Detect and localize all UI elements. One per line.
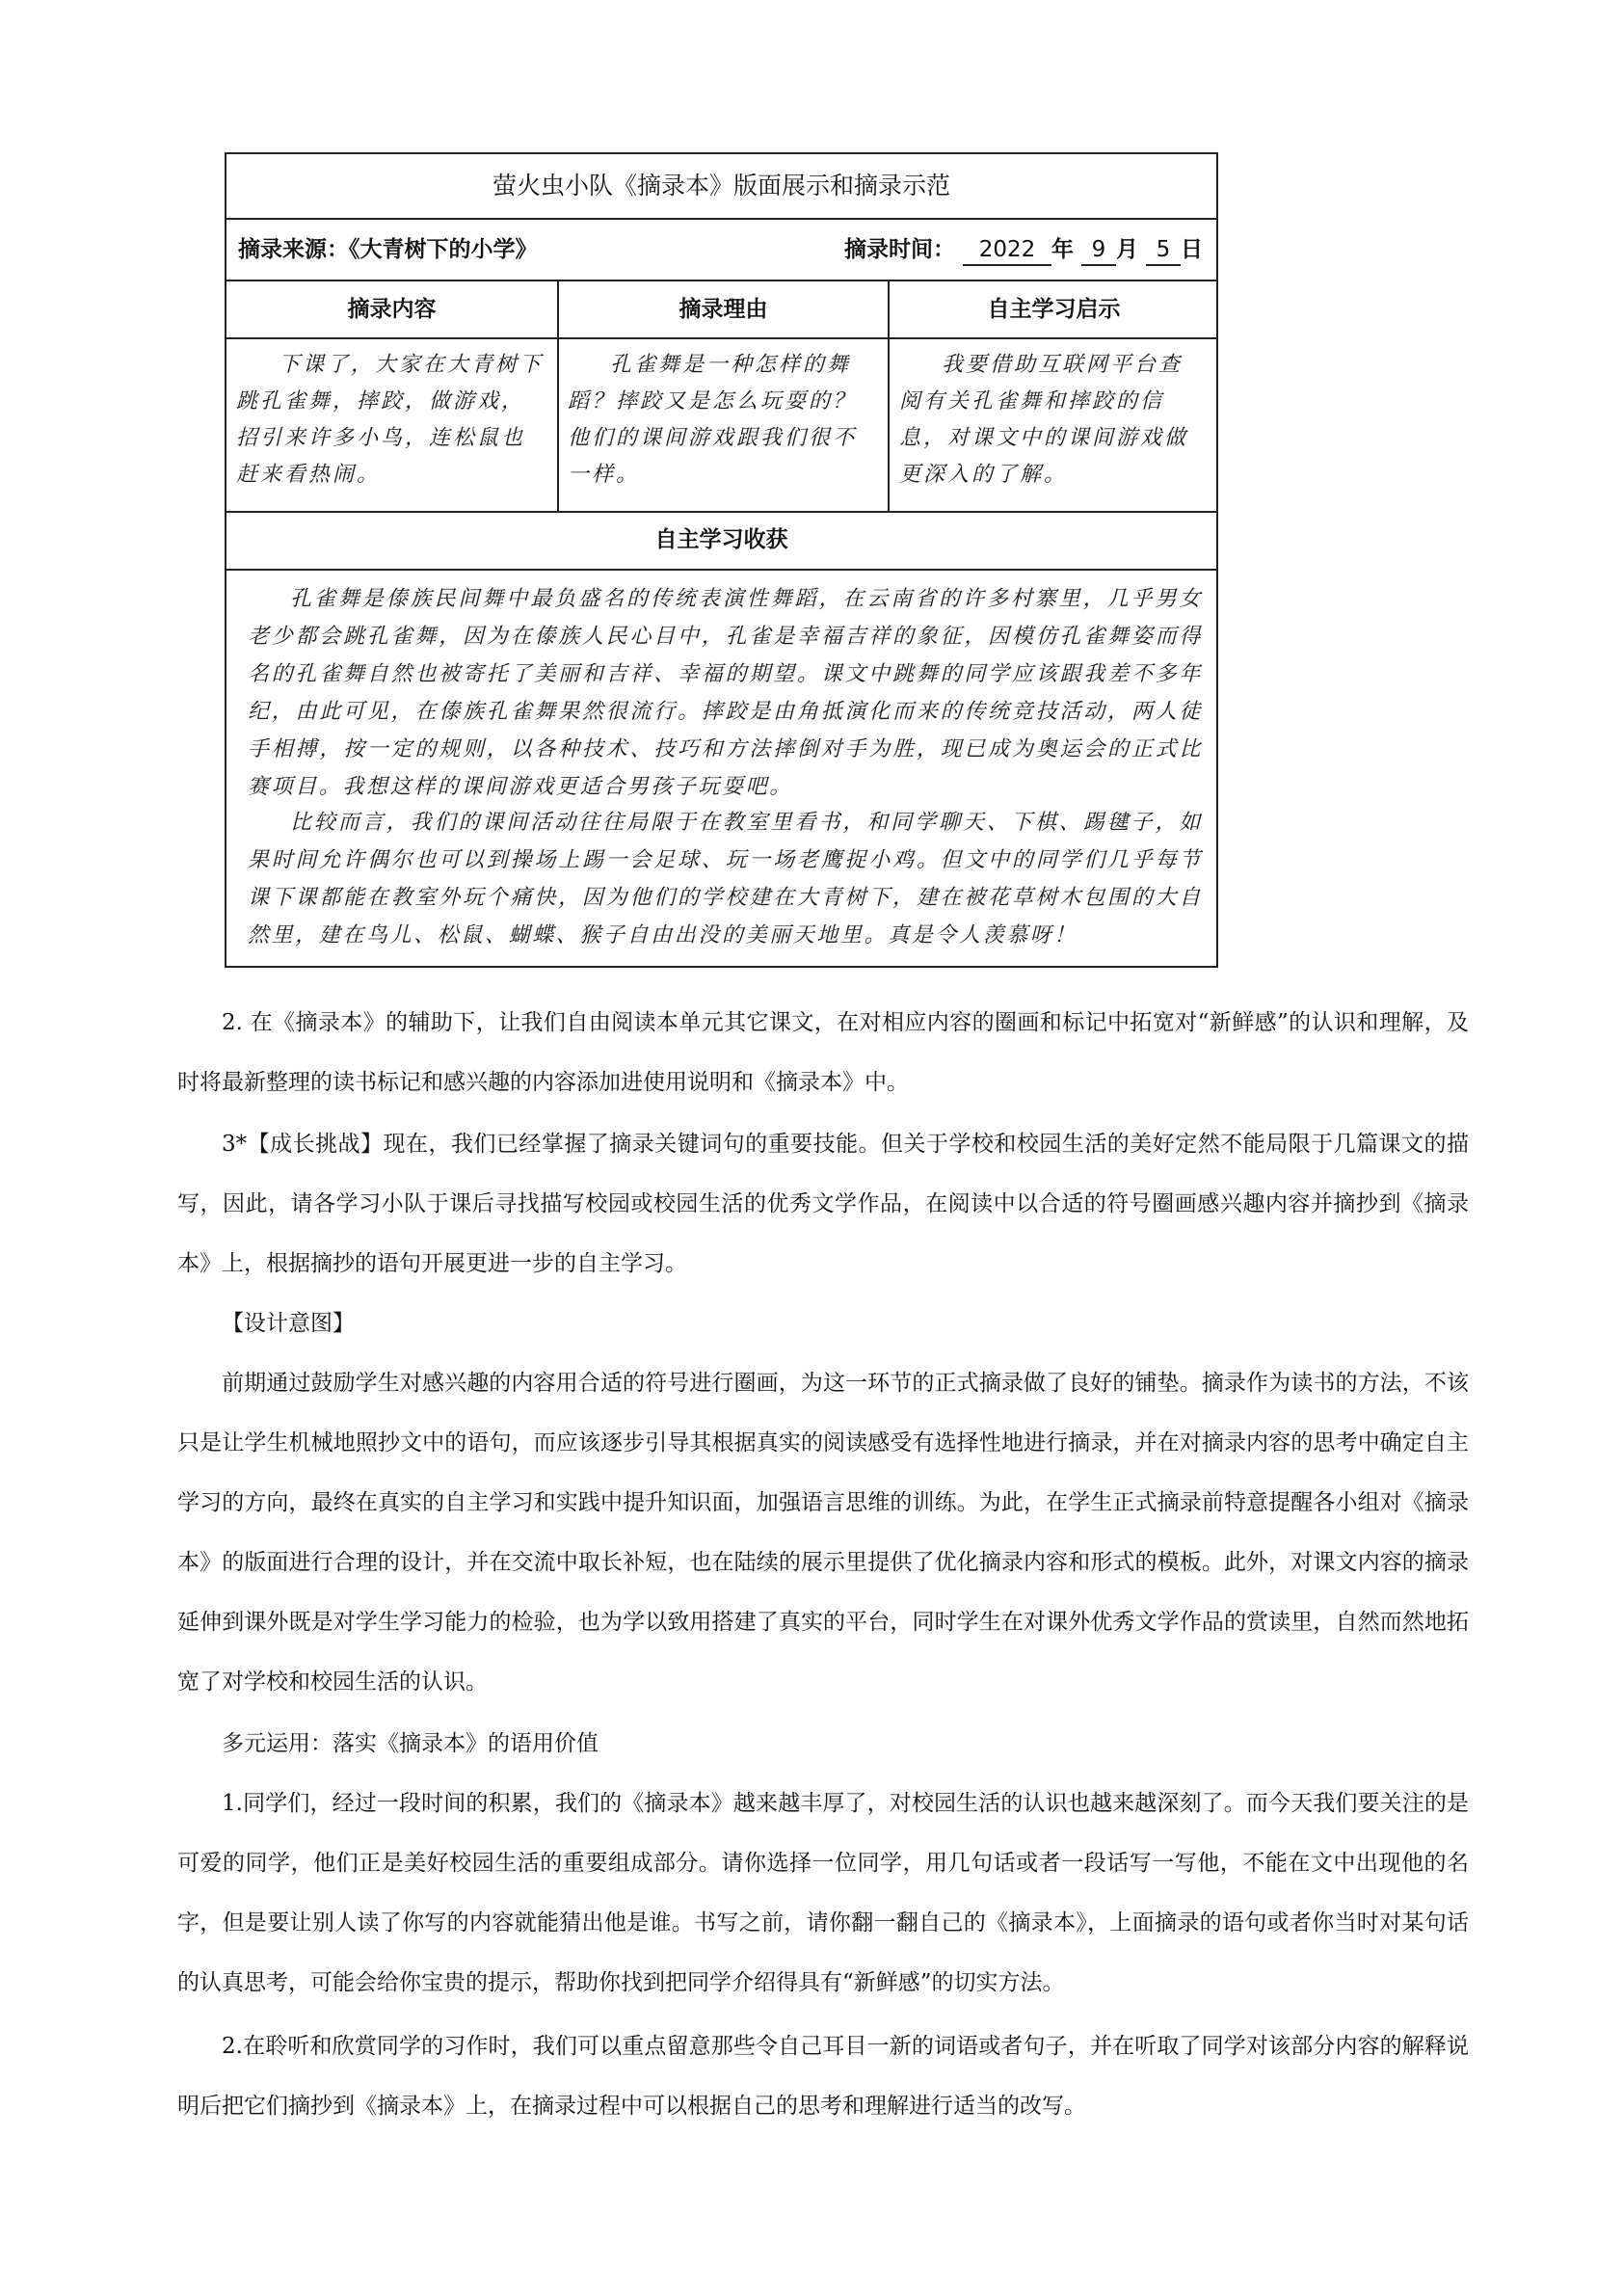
column-header: 自主学习启示 <box>987 297 1121 322</box>
body-paragraph: 1.同学们，经过一段时间的积累，我们的《摘录本》越来越丰厚了，对校园生活的认识也越来越深刻了。而今天我们要关注的是可爱的同学，他们正是美好校园生活的重要组成部分。请你选择一位同学，用几句话或者一段话写一写他，不能在文中出现他的名字，但是要让别人读了你写的内容就能猜出他是谁。书写之前，请你翻一翻自己的《摘录本》，上面摘录的语句或者你当时对某句话的认真思考，可能会给你宝贵的提示，帮助你找到把同学介绍得具有“新鲜感”的切实方法。 <box>177 1791 1469 1995</box>
year-unit: 年 <box>1051 237 1074 262</box>
day-unit: 日 <box>1181 237 1203 262</box>
body-paragraph: 2.在聆听和欣赏同学的习作时，我们可以重点留意那些令自己耳目一新的词语或者句子，并在听取了同学对该部分内容的解释说明后把它们摘抄到《摘录本》上，在摘录过程中可以根据自己的思考和理解进行适当的改写。 <box>177 2034 1469 2119</box>
time-label: 摘录时间： <box>843 237 955 262</box>
body-paragraph: 3*【成长挑战】现在，我们已经掌握了摘录关键词句的重要技能。但关于学校和校园生活的美好定然不能局限于几篇课文的描写，因此，请各学习小队于课后寻找描写校园或校园生活的优秀文学作品，在阅读中以合适的符号圈画感兴趣内容并摘抄到《摘录本》上，根据摘抄的语句开展更进一步的自主学习。 <box>177 1132 1469 1276</box>
body-paragraph: 前期通过鼓励学生对感兴趣的内容用合适的符号进行圈画，为这一环节的正式摘录做了良好的铺垫。摘录作为读书的方法，不该只是让学生机械地照抄文中的语句，而应该逐步引导其根据真实的阅读感受有选择性地进行摘录，并在对摘录内容的思考中确定自主学习的方向，最终在真实的自主学习和实践中提升知识面，加强语言思维的训练。为此，在学生正式摘录前特意提醒各小组对《摘录本》的版面进行合理的设计，并在交流中取长补短，也在陆续的展示里提供了优化摘录内容和形式的模板。此外，对课文内容的摘录延伸到课外既是对学生学习能力的检验，也为学以致用搭建了真实的平台，同时学生在对课外优秀文学作品的赏读里，自然而然地拓宽了对学校和校园生活的认识。 <box>177 1371 1469 1695</box>
gain-paragraph: 比较而言，我们的课间活动往往局限于在教室里看书，和同学聊天、下棋、踢毽子，如果时间允许偶尔也可以到操场上踢一会足球、玩一场老鹰捉小鸡。但文中的同学们几乎每节课下课都能在教室外玩个痛快，因为他们的学校建在大青树下，建在被花草树木包围的大自然里，建在鸟儿、松鼠、蝴蝶、猴子自由出没的美丽天地里。真是令人羡慕呀！ <box>248 811 1203 948</box>
learning-insight-cell: 我要借助互联网平台查阅有关孔雀舞和摔跤的信息，对课文中的课间游戏做更深入的了解。 <box>899 353 1189 487</box>
year-value: 2022 <box>963 235 1051 266</box>
source-field <box>238 220 538 280</box>
column-header: 摘录内容 <box>347 297 437 322</box>
source-value: 《大青树下的小学》 <box>349 237 538 262</box>
gain-header: 自主学习收获 <box>654 527 788 552</box>
column-divider <box>888 280 890 511</box>
excerpt-reason-cell: 孔雀舞是一种怎样的舞蹈？摔跤又是怎么玩耍的？他们的课间游戏跟我们很不一样。 <box>568 353 858 487</box>
time-field <box>844 220 1203 280</box>
divider <box>226 569 1216 571</box>
month-value: 9 <box>1081 235 1116 266</box>
source-label: 摘录来源： <box>238 237 349 262</box>
section-heading: 多元运用：落实《摘录本》的语用价值 <box>222 1731 599 1756</box>
body-paragraph: 2. 在《摘录本》的辅助下，让我们自由阅读本单元其它课文，在对相应内容的圈画和标记中拓宽对“新鲜感”的认识和理解，及时将最新整理的读书标记和感兴趣的内容添加进使用说明和《摘录本》中。 <box>177 1010 1469 1095</box>
table-title: 萤火虫小队《摘录本》版面展示和摘录示范 <box>492 172 950 200</box>
month-unit: 月 <box>1115 237 1138 262</box>
excerpt-table <box>225 152 1218 968</box>
section-heading: 【设计意图】 <box>222 1311 355 1336</box>
day-value: 5 <box>1146 235 1181 266</box>
gain-paragraph: 孔雀舞是傣族民间舞中最负盛名的传统表演性舞蹈，在云南省的许多村寨里，几乎男女老少都会跳孔雀舞，因为在傣族人民心目中，孔雀是幸福吉祥的象征，因模仿孔雀舞姿而得名的孔雀舞自然也被寄托了美丽和吉祥、幸福的期望。课文中跳舞的同学应该跟我差不多年纪，由此可见，在傣族孔雀舞果然很流行。摔跤是由角抵演化而来的传统竞技活动，两人徒手相搏，按一定的规则，以各种技术、技巧和方法摔倒对手为胜，现已成为奥运会的正式比赛项目。我想这样的课间游戏更适合男孩子玩耍吧。 <box>248 587 1203 799</box>
column-header: 摘录理由 <box>678 297 768 322</box>
column-divider <box>557 280 559 511</box>
divider <box>226 337 1216 339</box>
meta-row <box>226 220 1216 280</box>
excerpt-content-cell: 下课了，大家在大青树下跳孔雀舞，摔跤，做游戏，招引来许多小鸟，连松鼠也赶来看热闹。 <box>236 353 545 487</box>
